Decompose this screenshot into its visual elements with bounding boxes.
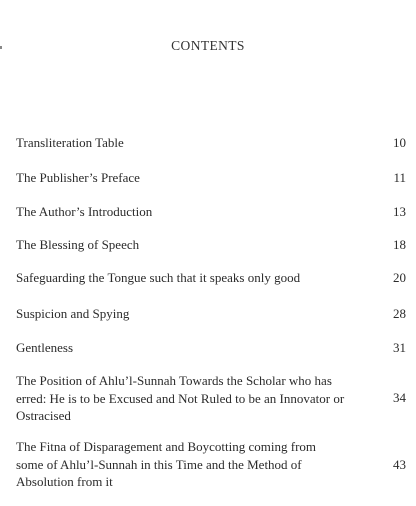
toc-entry-page: 11 xyxy=(393,170,406,185)
toc-entry-title: The Author’s Introduction xyxy=(16,204,153,219)
toc-entry-title: The Blessing of Speech xyxy=(16,237,140,252)
contents-heading: CONTENTS xyxy=(171,38,245,53)
toc-entry-page: 31 xyxy=(393,340,406,355)
toc-entry-page: 28 xyxy=(393,306,406,321)
toc-entry-title: The Position of Ahlu’l-Sunnah Towards the Scholar who has erred: He is to be Excused and Not Ruled to be an Innovator or Ostracised xyxy=(16,373,345,423)
toc-entry-page: 34 xyxy=(393,390,406,405)
toc-entry-title: Gentleness xyxy=(16,340,74,355)
toc-entry-page: 13 xyxy=(393,204,406,219)
toc-entry-title: Safeguarding the Tongue such that it speaks only good xyxy=(16,270,301,285)
toc-entry-title: Transliteration Table xyxy=(16,135,124,150)
toc-entry-page: 43 xyxy=(393,457,406,472)
toc-entry-page: 10 xyxy=(393,135,406,150)
toc-entry-title: Suspicion and Spying xyxy=(16,306,130,321)
toc-entry-title: The Publisher’s Preface xyxy=(16,170,140,185)
toc-entry-page: 18 xyxy=(393,237,406,252)
toc-entry-title: The Fitna of Disparagement and Boycotting coming from some of Ahlu’l-Sunnah in this Time and the Method of Absolution from it xyxy=(16,439,317,489)
toc-entry-page: 20 xyxy=(393,270,406,285)
